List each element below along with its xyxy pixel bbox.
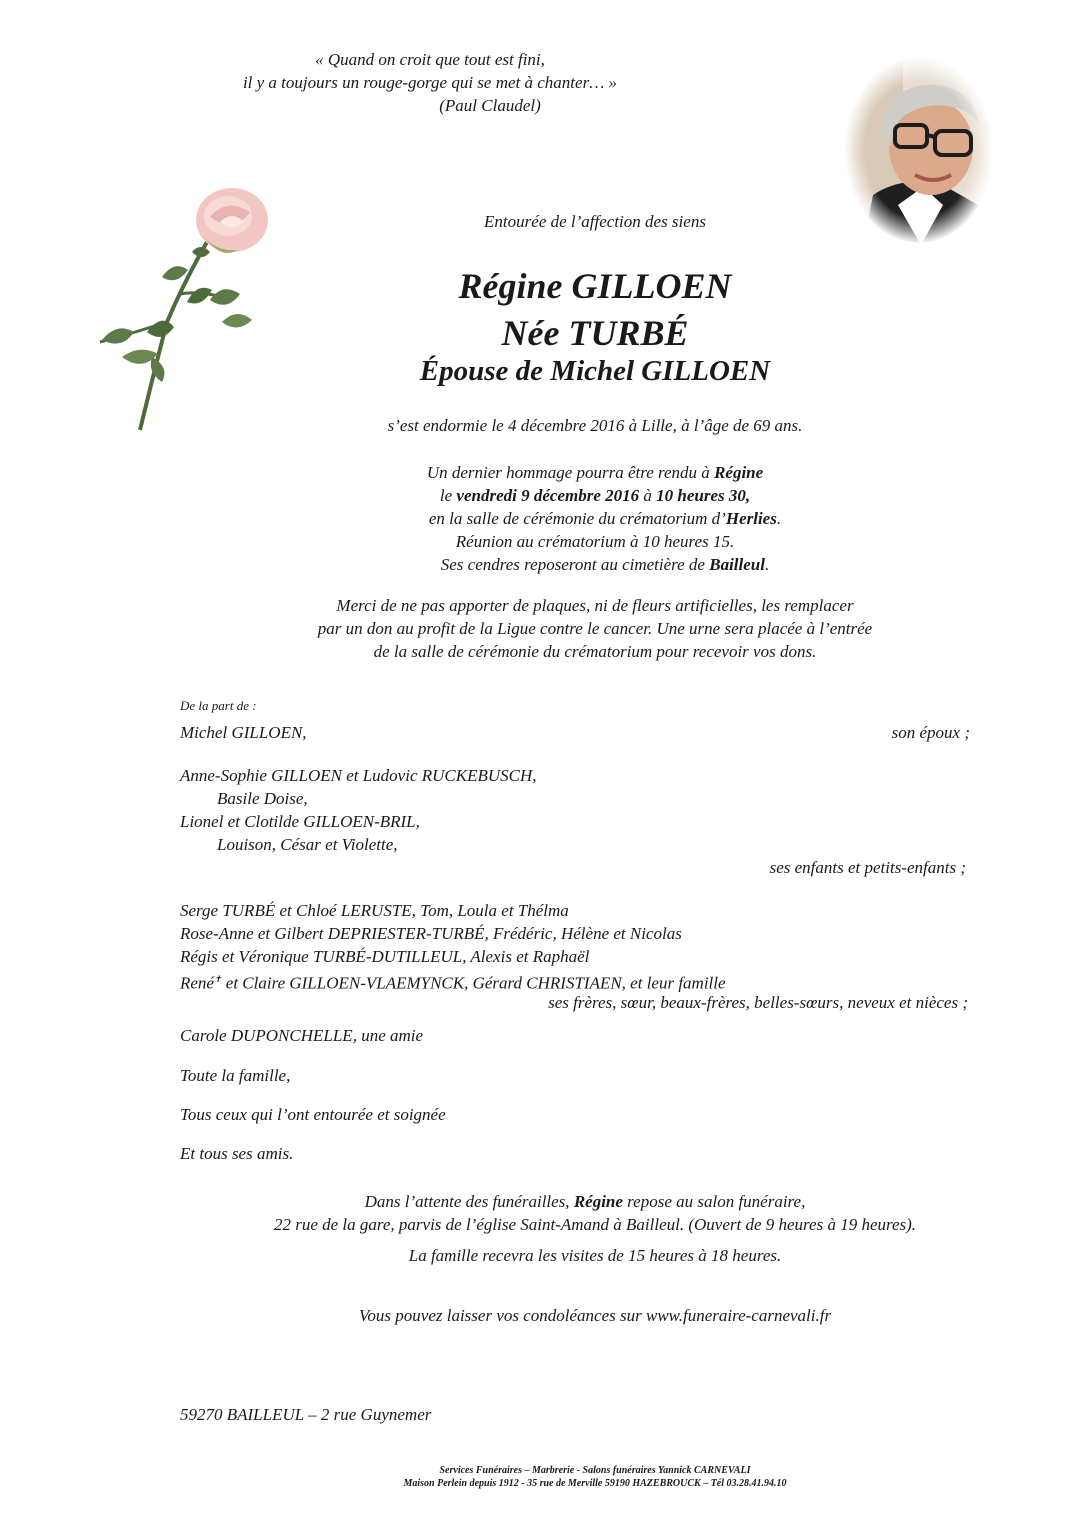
quote-line-1: « Quand on croit que tout est fini, xyxy=(315,50,545,69)
footer-line-1: Services Funéraires – Marbrerie - Salons funéraires Yannick CARNEVALI xyxy=(439,1465,751,1476)
deceased-name: Régine GILLOEN xyxy=(458,266,732,306)
donation-line-1: Merci de ne pas apporter de plaques, ni de fleurs artificielles, les remplacer xyxy=(336,596,854,615)
rose-flower-image xyxy=(92,182,277,434)
spouse-name: Michel GILLOEN, xyxy=(180,723,307,742)
spouse-row xyxy=(180,721,980,744)
whole-family-line: Toute la famille, xyxy=(180,1066,291,1085)
donation-line-3: de la salle de cérémonie du crématorium pour recevoir vos dons. xyxy=(373,642,817,661)
children-role-row xyxy=(180,856,980,879)
siblings-role-row xyxy=(180,991,980,1014)
address-line: 59270 BAILLEUL – 2 rue Guynemer xyxy=(180,1405,432,1424)
donation-line-2: par un don au profit de la Ligue contre le cancer. Une urne sera placée à l’entrée xyxy=(317,619,873,638)
ceremony-details xyxy=(300,461,890,576)
ceremony-line-1: Un dernier hommage pourra être rendu à Régine xyxy=(426,463,764,482)
ceremony-line-5: Ses cendres reposeront au cimetière de Bailleul. xyxy=(440,555,770,574)
funeral-line-2: 22 rue de la gare, parvis de l’église Saint-Amand à Bailleul. (Ouvert de 9 heures à 19 heures). xyxy=(273,1215,917,1234)
funeral-line-1: Dans l’attente des funérailles, Régine repose au salon funéraire, xyxy=(364,1192,806,1211)
portrait-photo xyxy=(843,55,995,245)
funeral-services-footer xyxy=(200,1464,990,1490)
friends-line: Et tous ses amis. xyxy=(180,1144,294,1163)
surrounded-by-family: Entourée de l’affection des siens xyxy=(484,212,706,231)
child-line: Lionel et Clotilde GILLOEN-BRIL, xyxy=(180,812,420,831)
carers-line: Tous ceux qui l’ont entourée et soignée xyxy=(180,1105,446,1124)
death-announcement: s’est endormie le 4 décembre 2016 à Lille, à l’âge de 69 ans. xyxy=(387,416,803,435)
sibling-line: Régis et Véronique TURBÉ-DUTILLEUL, Alexis et Raphaël xyxy=(180,947,590,966)
child-line: Anne-Sophie GILLOEN et Ludovic RUCKEBUSCH, xyxy=(180,766,537,785)
sibling-line: Rose-Anne et Gilbert DEPRIESTER-TURBÉ, Frédéric, Hélène et Nicolas xyxy=(180,924,682,943)
deceased-cross-icon: ✝ xyxy=(213,974,222,984)
friend-line: Carole DUPONCHELLE, une amie xyxy=(180,1026,424,1045)
siblings-role: ses frères, sœur, beaux-frères, belles-sœurs, neveux et nièces ; xyxy=(548,993,968,1012)
condolences-website: Vous pouvez laisser vos condoléances sur www.funeraire-carnevali.fr xyxy=(358,1306,832,1325)
children-role: ses enfants et petits-enfants ; xyxy=(769,858,966,877)
donation-note xyxy=(190,594,1000,663)
child-line: Louison, César et Violette, xyxy=(217,835,398,854)
quote-author: (Paul Claudel) xyxy=(439,96,541,115)
siblings-list xyxy=(180,899,980,995)
on-behalf-of-label: De la part de : xyxy=(180,698,257,713)
sibling-line: René✝ et Claire GILLOEN-VLAEMYNCK, Gérard CHRISTIAEN, et leur famille xyxy=(180,973,726,993)
child-line: Basile Doise, xyxy=(217,789,308,808)
sibling-line: Serge TURBÉ et Chloé LERUSTE, Tom, Loula et Thélma xyxy=(180,901,569,920)
funeral-home-info xyxy=(190,1190,1000,1236)
visiting-hours: La famille recevra les visites de 15 heures à 18 heures. xyxy=(408,1246,782,1265)
spouse-line: Épouse de Michel GILLOEN xyxy=(419,355,771,387)
quote-line-2: il y a toujours un rouge-gorge qui se met à chanter… » xyxy=(242,73,618,92)
ceremony-line-3: en la salle de cérémonie du crématorium d’Herlies. xyxy=(428,509,782,528)
spouse-role: son époux ; xyxy=(891,723,970,742)
maiden-name: Née TURBÉ xyxy=(501,313,689,353)
ceremony-line-4: Réunion au crématorium à 10 heures 15. xyxy=(455,532,735,551)
ceremony-line-2: le vendredi 9 décembre 2016 à 10 heures 30, xyxy=(439,486,751,505)
children-list xyxy=(180,764,980,856)
footer-line-2: Maison Perlein depuis 1912 - 35 rue de Merville 59190 HAZEBROUCK – Tél 03.28.41.94.10 xyxy=(403,1478,787,1489)
